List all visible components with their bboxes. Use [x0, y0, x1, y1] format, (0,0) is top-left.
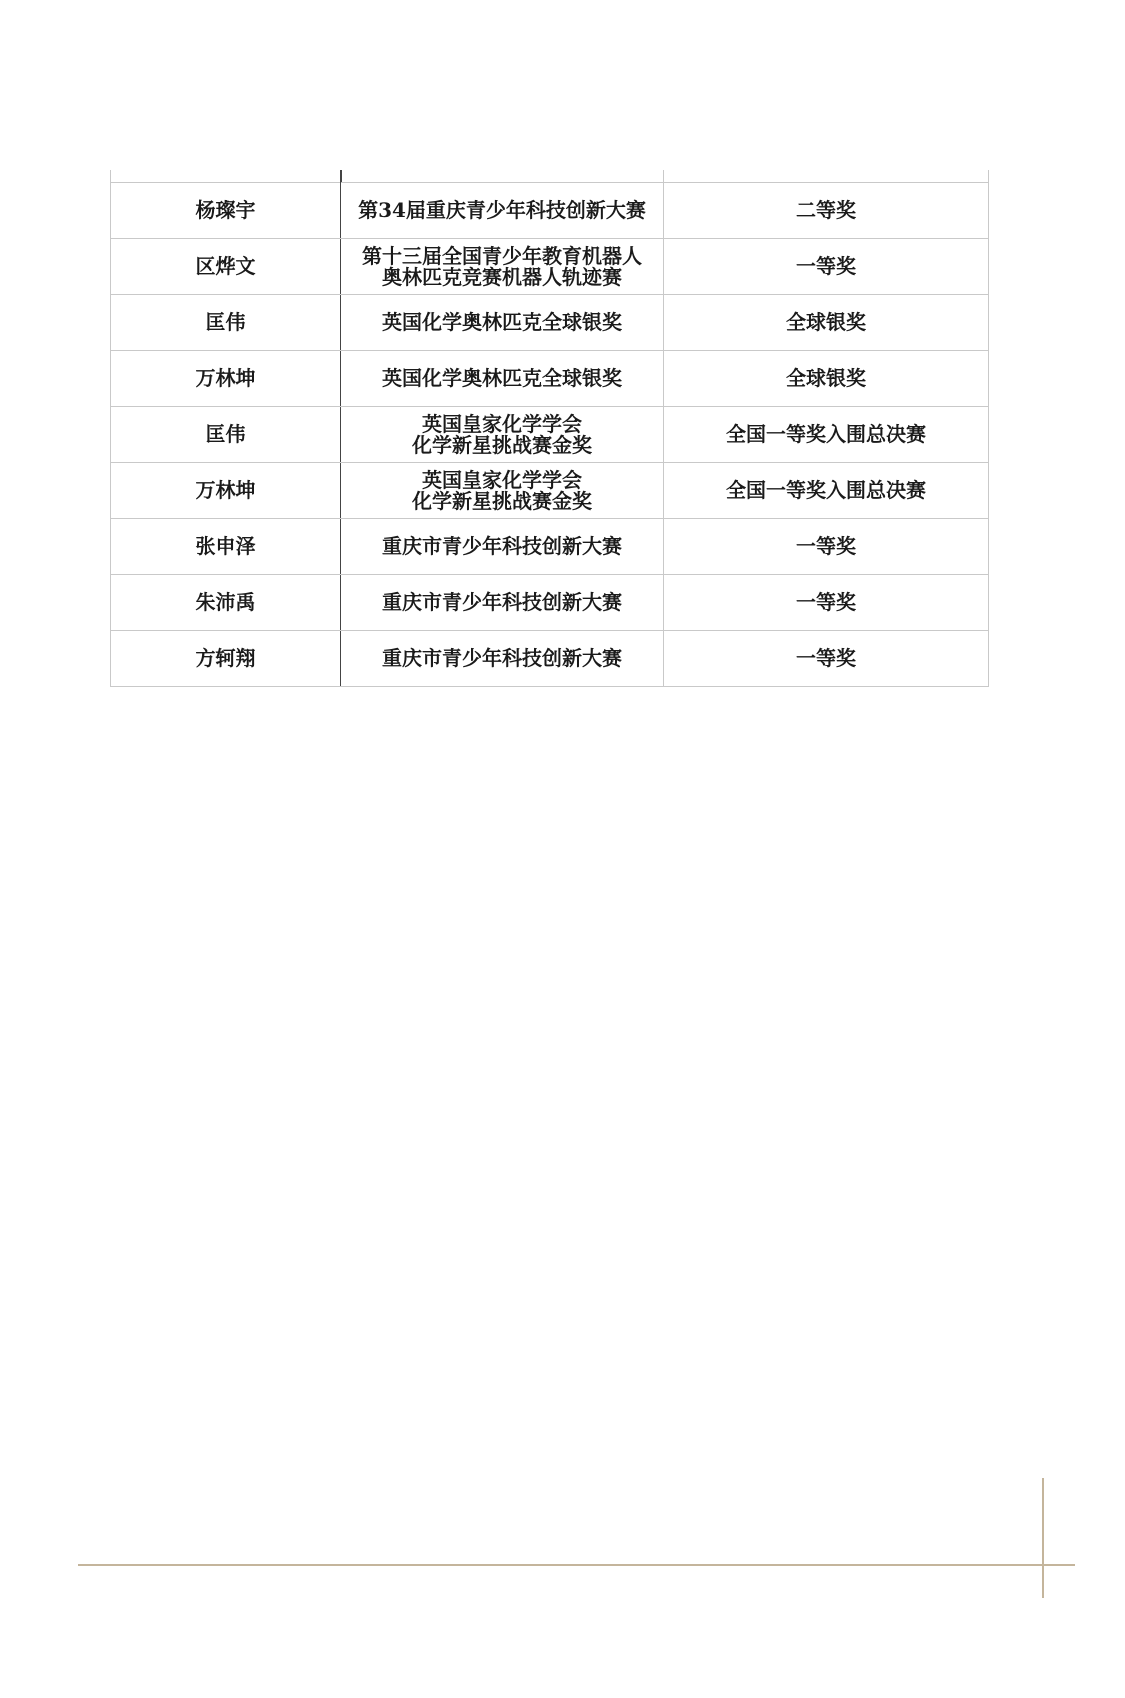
student-name-cell: 杨璨宇	[111, 183, 341, 239]
table-top-stub-left	[110, 170, 111, 182]
prize-cell: 二等奖	[664, 183, 989, 239]
competition-cell	[341, 239, 664, 295]
competition-cell	[341, 407, 664, 463]
prize-cell: 全国一等奖入围总决赛	[664, 407, 989, 463]
competition-line: 英国皇家化学学会	[422, 411, 582, 436]
table-row	[111, 351, 989, 407]
competition-line: 重庆市青少年科技创新大赛	[382, 646, 622, 670]
competition-line: 奥林匹克竞赛机器人轨迹赛	[382, 264, 622, 289]
prize-cell: 全球银奖	[664, 351, 989, 407]
prize-cell: 全球银奖	[664, 295, 989, 351]
table-row	[111, 463, 989, 519]
student-name-cell: 区烨文	[111, 239, 341, 295]
competition-line: 重庆市青少年科技创新大赛	[382, 534, 622, 558]
competition-cell	[341, 295, 664, 351]
awards-table-body	[111, 183, 989, 687]
student-name-cell: 万林坤	[111, 463, 341, 519]
table-top-stub-divider	[340, 170, 342, 182]
table-row	[111, 631, 989, 687]
student-name-cell: 张申泽	[111, 519, 341, 575]
prize-cell: 一等奖	[664, 239, 989, 295]
student-name-cell: 朱沛禹	[111, 575, 341, 631]
student-name-cell: 方轲翔	[111, 631, 341, 687]
competition-line: 英国化学奥林匹克全球银奖	[382, 366, 622, 390]
competition-cell	[341, 519, 664, 575]
table-row	[111, 407, 989, 463]
competition-cell	[341, 575, 664, 631]
competition-cell	[341, 351, 664, 407]
competition-line: 重庆市青少年科技创新大赛	[382, 590, 622, 614]
table-row	[111, 519, 989, 575]
competition-line: 第34届重庆青少年科技创新大赛	[358, 198, 646, 222]
competition-line: 英国皇家化学学会	[422, 467, 582, 492]
prize-cell: 一等奖	[664, 575, 989, 631]
competition-line: 英国化学奥林匹克全球银奖	[382, 310, 622, 334]
student-name-cell: 万林坤	[111, 351, 341, 407]
table-row	[111, 183, 989, 239]
competition-line: 化学新星挑战赛金奖	[412, 432, 592, 457]
table-top-stub-middle	[663, 170, 664, 182]
footer-horizontal-rule	[78, 1564, 1075, 1566]
competition-line: 第十三届全国青少年教育机器人	[362, 243, 642, 268]
awards-table	[110, 182, 989, 687]
student-name-cell: 匡伟	[111, 407, 341, 463]
competition-cell	[341, 631, 664, 687]
table-top-stub-right	[988, 170, 989, 182]
table-row	[111, 575, 989, 631]
prize-cell: 一等奖	[664, 519, 989, 575]
competition-cell	[341, 183, 664, 239]
prize-cell: 全国一等奖入围总决赛	[664, 463, 989, 519]
prize-cell: 一等奖	[664, 631, 989, 687]
table-row	[111, 295, 989, 351]
footer-vertical-rule	[1042, 1478, 1044, 1598]
competition-cell	[341, 463, 664, 519]
table-row	[111, 239, 989, 295]
student-name-cell: 匡伟	[111, 295, 341, 351]
competition-line: 化学新星挑战赛金奖	[412, 488, 592, 513]
